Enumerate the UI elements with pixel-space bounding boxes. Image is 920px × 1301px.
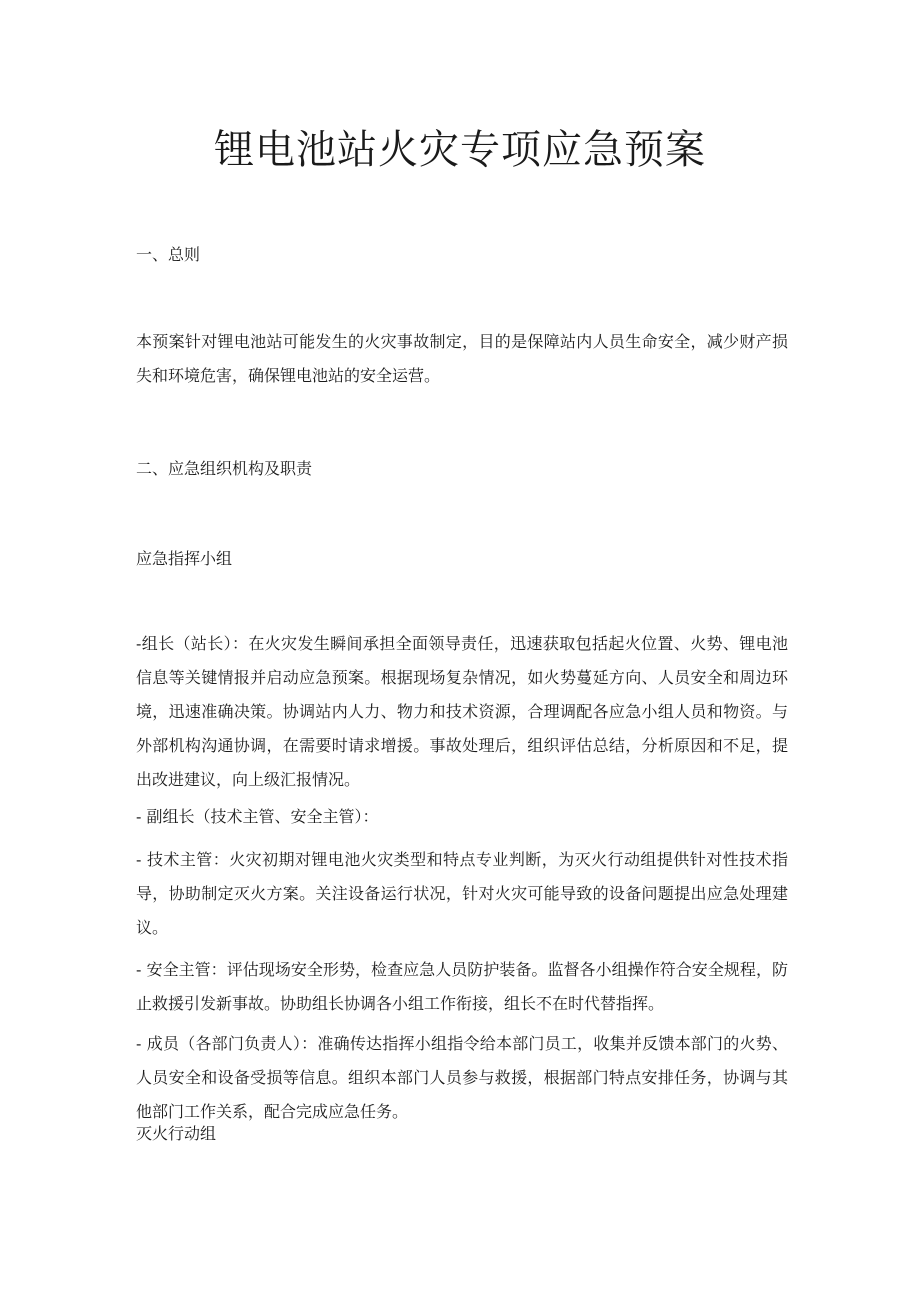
subheading-command-group: 应急指挥小组 bbox=[136, 549, 233, 568]
deputy-leader-heading: - 副组长（技术主管、安全主管）： bbox=[136, 807, 379, 826]
document-title: 锂电池站火灾专项应急预案 bbox=[214, 127, 706, 173]
members-paragraph: - 成员（各部门负责人）：准确传达指挥小组指令给本部门员工，收集并反馈本部门的火势、人员安全和设备受损等信息。组织本部门人员参与救援，根据部门特点安排任务，协调与其他部门工作关系，配合完成应急任务。 bbox=[136, 1034, 788, 1121]
safety-supervisor-paragraph: - 安全主管：评估现场安全形势，检查应急人员防护装备。监督各小组操作符合安全规程，防止救援引发新事故。协助组长协调各小组工作衔接，组长不在时代替指挥。 bbox=[136, 960, 788, 1013]
leader-duties-paragraph: -组长（站长）：在火灾发生瞬间承担全面领导责任，迅速获取包括起火位置、火势、锂电池信息等关键情报并启动应急预案。根据现场复杂情况，如火势蔓延方向、人员安全和周边环境，迅速准确决策。协调站内人力、物力和技术资源，合理调配各应急小组人员和物资。与外部机构沟通协调，在需要时请求增援。事故处理后，组织评估总结，分析原因和不足，提出改进建议，向上级汇报情况。 bbox=[136, 634, 788, 789]
subheading-firefighting-group: 灭火行动组 bbox=[136, 1124, 217, 1143]
section-heading-general: 一、总则 bbox=[136, 245, 201, 264]
general-paragraph: 本预案针对锂电池站可能发生的火灾事故制定，目的是保障站内人员生命安全，减少财产损失和环境危害，确保锂电池站的安全运营。 bbox=[136, 332, 788, 385]
section-heading-organization: 二、应急组织机构及职责 bbox=[136, 459, 313, 478]
technical-supervisor-paragraph: - 技术主管：火灾初期对锂电池火灾类型和特点专业判断，为灭火行动组提供针对性技术指导，协助制定灭火方案。关注设备运行状况，针对火灾可能导致的设备问题提出应急处理建议。 bbox=[136, 850, 788, 937]
